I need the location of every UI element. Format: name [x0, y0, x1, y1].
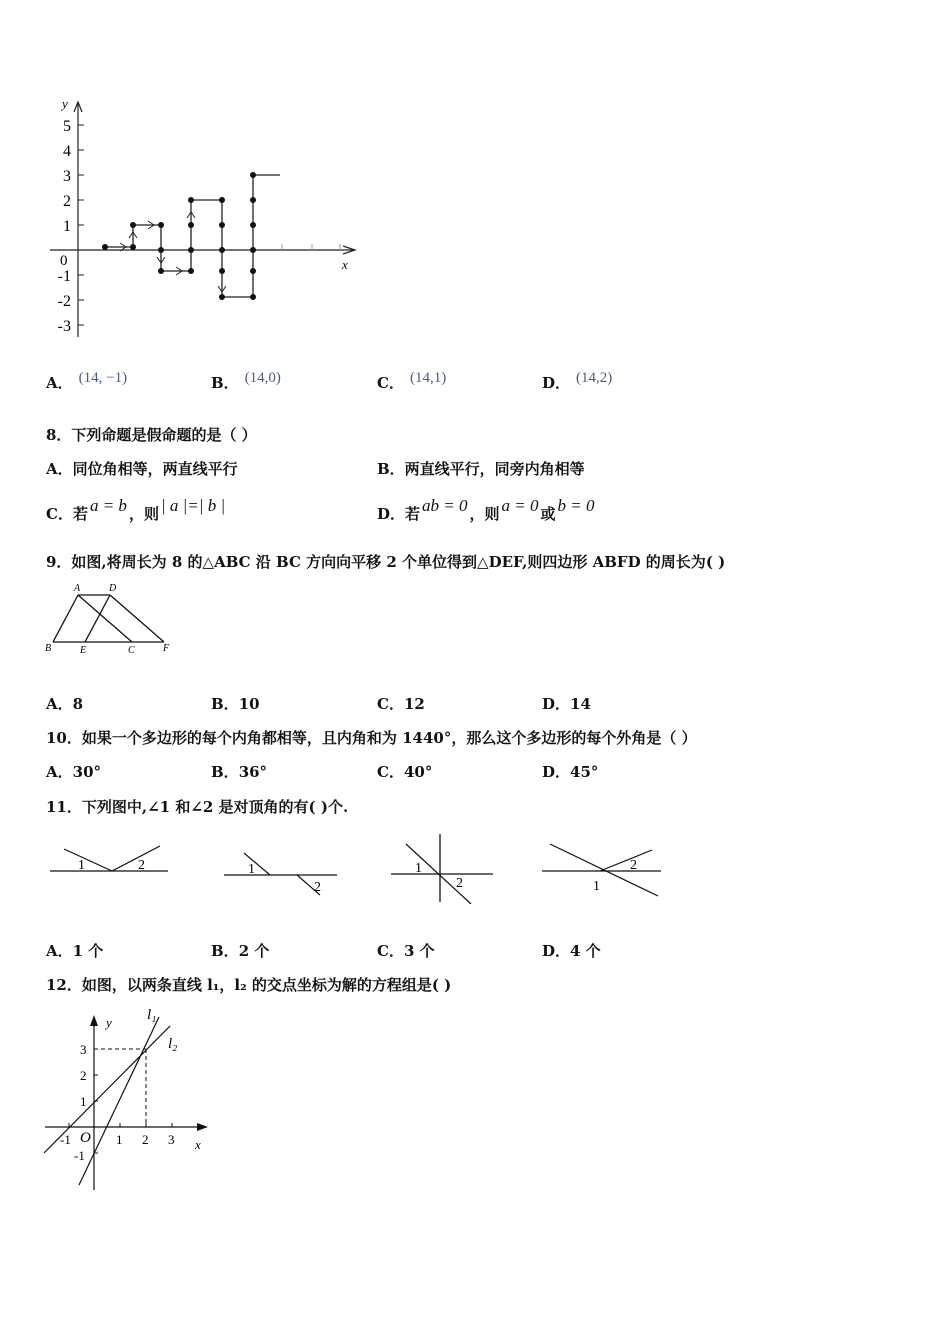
q9-option-b[interactable]: B．10: [211, 695, 260, 713]
point-label-a: A: [74, 583, 81, 594]
angle-label-2: 2: [138, 858, 145, 873]
q11-figure-3: [389, 832, 497, 904]
y-tick: -1: [57, 268, 71, 285]
point-label-d: D: [109, 583, 117, 594]
q7-option-c[interactable]: C． (14,1): [377, 370, 447, 392]
y-tick: -3: [57, 318, 71, 335]
q7-step-graph: [40, 92, 370, 347]
y-tick: 2: [63, 193, 71, 210]
q10-option-c[interactable]: C．40°: [377, 763, 433, 781]
y-tick: 3: [80, 1042, 87, 1057]
point-label-c: C: [128, 645, 135, 656]
l1-label: l₁: [147, 1007, 157, 1023]
point-label-b: B: [45, 643, 52, 654]
q11-stem: 11．下列图中,∠1 和∠2 是对顶角的有( )个.: [46, 798, 349, 816]
x-tick: -1: [60, 1132, 71, 1147]
q7-option-b[interactable]: B． (14,0): [211, 370, 281, 392]
angle-label-2: 2: [314, 880, 321, 895]
q11-figure-1: [48, 838, 173, 883]
q7-option-d[interactable]: D． (14,2): [542, 370, 613, 392]
y-axis-label: y: [106, 1015, 112, 1030]
y-axis-label: y: [62, 96, 68, 111]
step-path: [105, 175, 280, 297]
angle-label-1: 1: [415, 861, 422, 876]
angle-label-1: 1: [248, 862, 255, 877]
q9-option-a[interactable]: A．8: [46, 695, 84, 713]
q10-option-b[interactable]: B．36°: [211, 763, 268, 781]
q9-translation-figure: [42, 580, 182, 660]
y-tick: 3: [63, 168, 71, 185]
origin-label: O: [80, 1130, 91, 1146]
y-tick: 2: [80, 1068, 87, 1083]
q10-option-d[interactable]: D．45°: [542, 763, 599, 781]
l2-label: l₂: [168, 1036, 178, 1052]
x-axis-label: x: [195, 1137, 201, 1152]
point-label-f: F: [163, 643, 170, 654]
q12-stem: 12．如图，以两条直线 l₁，l₂ 的交点坐标为解的方程组是( ): [46, 976, 452, 994]
angle-label-2: 2: [630, 858, 637, 873]
q8-stem: 8．下列命题是假命题的是（ ）: [46, 426, 257, 444]
q11-option-b[interactable]: B．2 个: [211, 942, 270, 960]
x-tick: 3: [168, 1132, 175, 1147]
q9-option-d[interactable]: D．14: [542, 695, 591, 713]
q11-option-d[interactable]: D．4 个: [542, 942, 601, 960]
angle-label-2: 2: [456, 876, 463, 891]
q8-option-a[interactable]: A．同位角相等，两直线平行: [46, 460, 238, 478]
q9-stem: 9．如图,将周长为 8 的△ABC 沿 BC 方向向平移 2 个单位得到△DEF,则四边形 ABFD 的周长为( ): [46, 553, 726, 571]
q8-option-d[interactable]: D．若 ab = 0 ，则 a = 0 或 b = 0: [377, 496, 595, 523]
q11-option-a[interactable]: A．1 个: [46, 942, 104, 960]
y-tick: 1: [80, 1094, 87, 1109]
q11-option-c[interactable]: C．3 个: [377, 942, 435, 960]
y-tick: 1: [63, 218, 71, 235]
y-tick: -2: [57, 293, 71, 310]
angle-label-1: 1: [593, 879, 600, 894]
y-tick: -1: [74, 1148, 85, 1163]
origin-label: 0: [60, 253, 68, 269]
point-label-e: E: [80, 645, 87, 656]
x-tick: 2: [142, 1132, 149, 1147]
q10-stem: 10．如果一个多边形的每个内角都相等，且内角和为 1440°，那么这个多边形的每个外角是（ ）: [46, 729, 697, 747]
angle-label-1: 1: [78, 858, 85, 873]
x-tick: 1: [116, 1132, 123, 1147]
q12-two-lines-graph: [40, 1005, 215, 1195]
q8-option-b[interactable]: B．两直线平行，同旁内角相等: [377, 460, 585, 478]
q11-figure-4: [540, 836, 665, 898]
y-tick: 5: [63, 118, 71, 135]
y-tick: 4: [63, 143, 71, 160]
x-axis-label: x: [342, 257, 348, 272]
q10-option-a[interactable]: A．30°: [46, 763, 102, 781]
q11-figure-2: [222, 843, 342, 898]
q8-option-c[interactable]: C．若 a = b ，则 | a |=| b |: [46, 496, 226, 523]
q9-option-c[interactable]: C．12: [377, 695, 425, 713]
q7-option-a[interactable]: A． (14, −1): [46, 370, 128, 392]
